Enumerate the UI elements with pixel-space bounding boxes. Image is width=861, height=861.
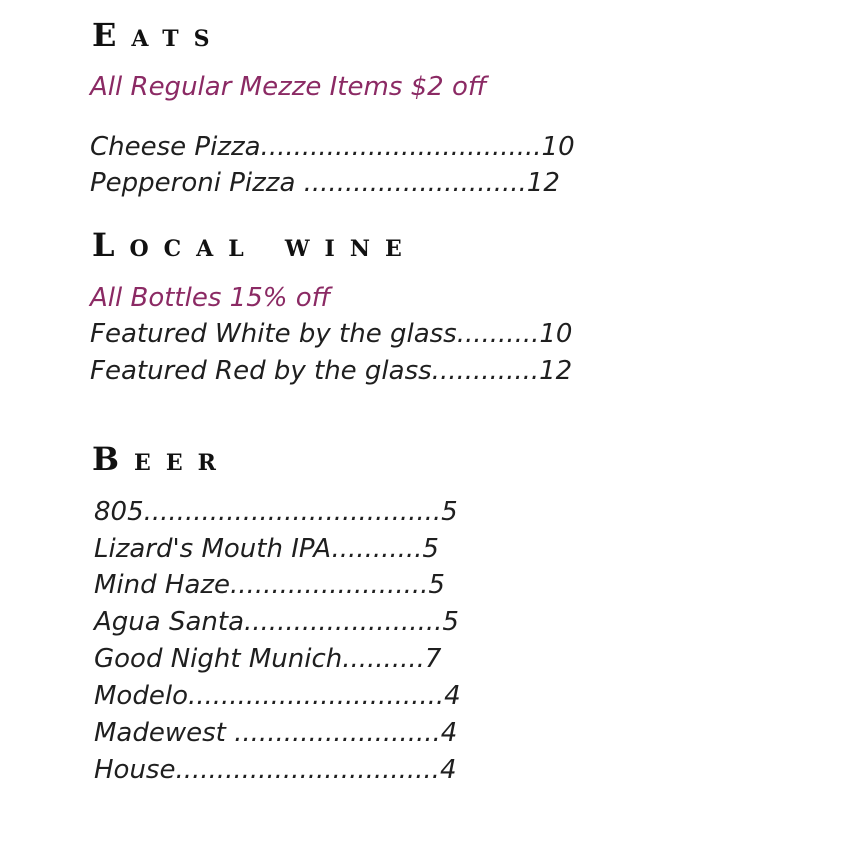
menu-item: Good Night Munich..........7 (94, 644, 442, 674)
menu-item: Agua Santa........................5 (94, 607, 459, 637)
menu-item: Featured White by the glass..........10 (90, 319, 573, 349)
menu-item: Lizard's Mouth IPA...........5 (94, 534, 439, 564)
menu-item: Cheese Pizza..................................10 (90, 132, 575, 162)
menu-item: Modelo...............................4 (94, 681, 461, 711)
menu-item: Mind Haze........................5 (94, 570, 445, 600)
eats-promo: All Regular Mezze Items $2 off (90, 72, 487, 102)
local-wine-heading: Local wine (92, 226, 417, 264)
beer-heading: Beer (92, 440, 231, 478)
menu-item: Featured Red by the glass.............12 (90, 356, 573, 386)
menu-item: 805....................................5 (94, 497, 458, 527)
local-wine-promo: All Bottles 15% off (90, 283, 331, 313)
menu-item: House................................4 (94, 755, 457, 785)
menu-item: Madewest .........................4 (94, 718, 458, 748)
eats-heading: Eats (92, 16, 225, 54)
menu-item: Pepperoni Pizza ...........................12 (90, 168, 560, 198)
